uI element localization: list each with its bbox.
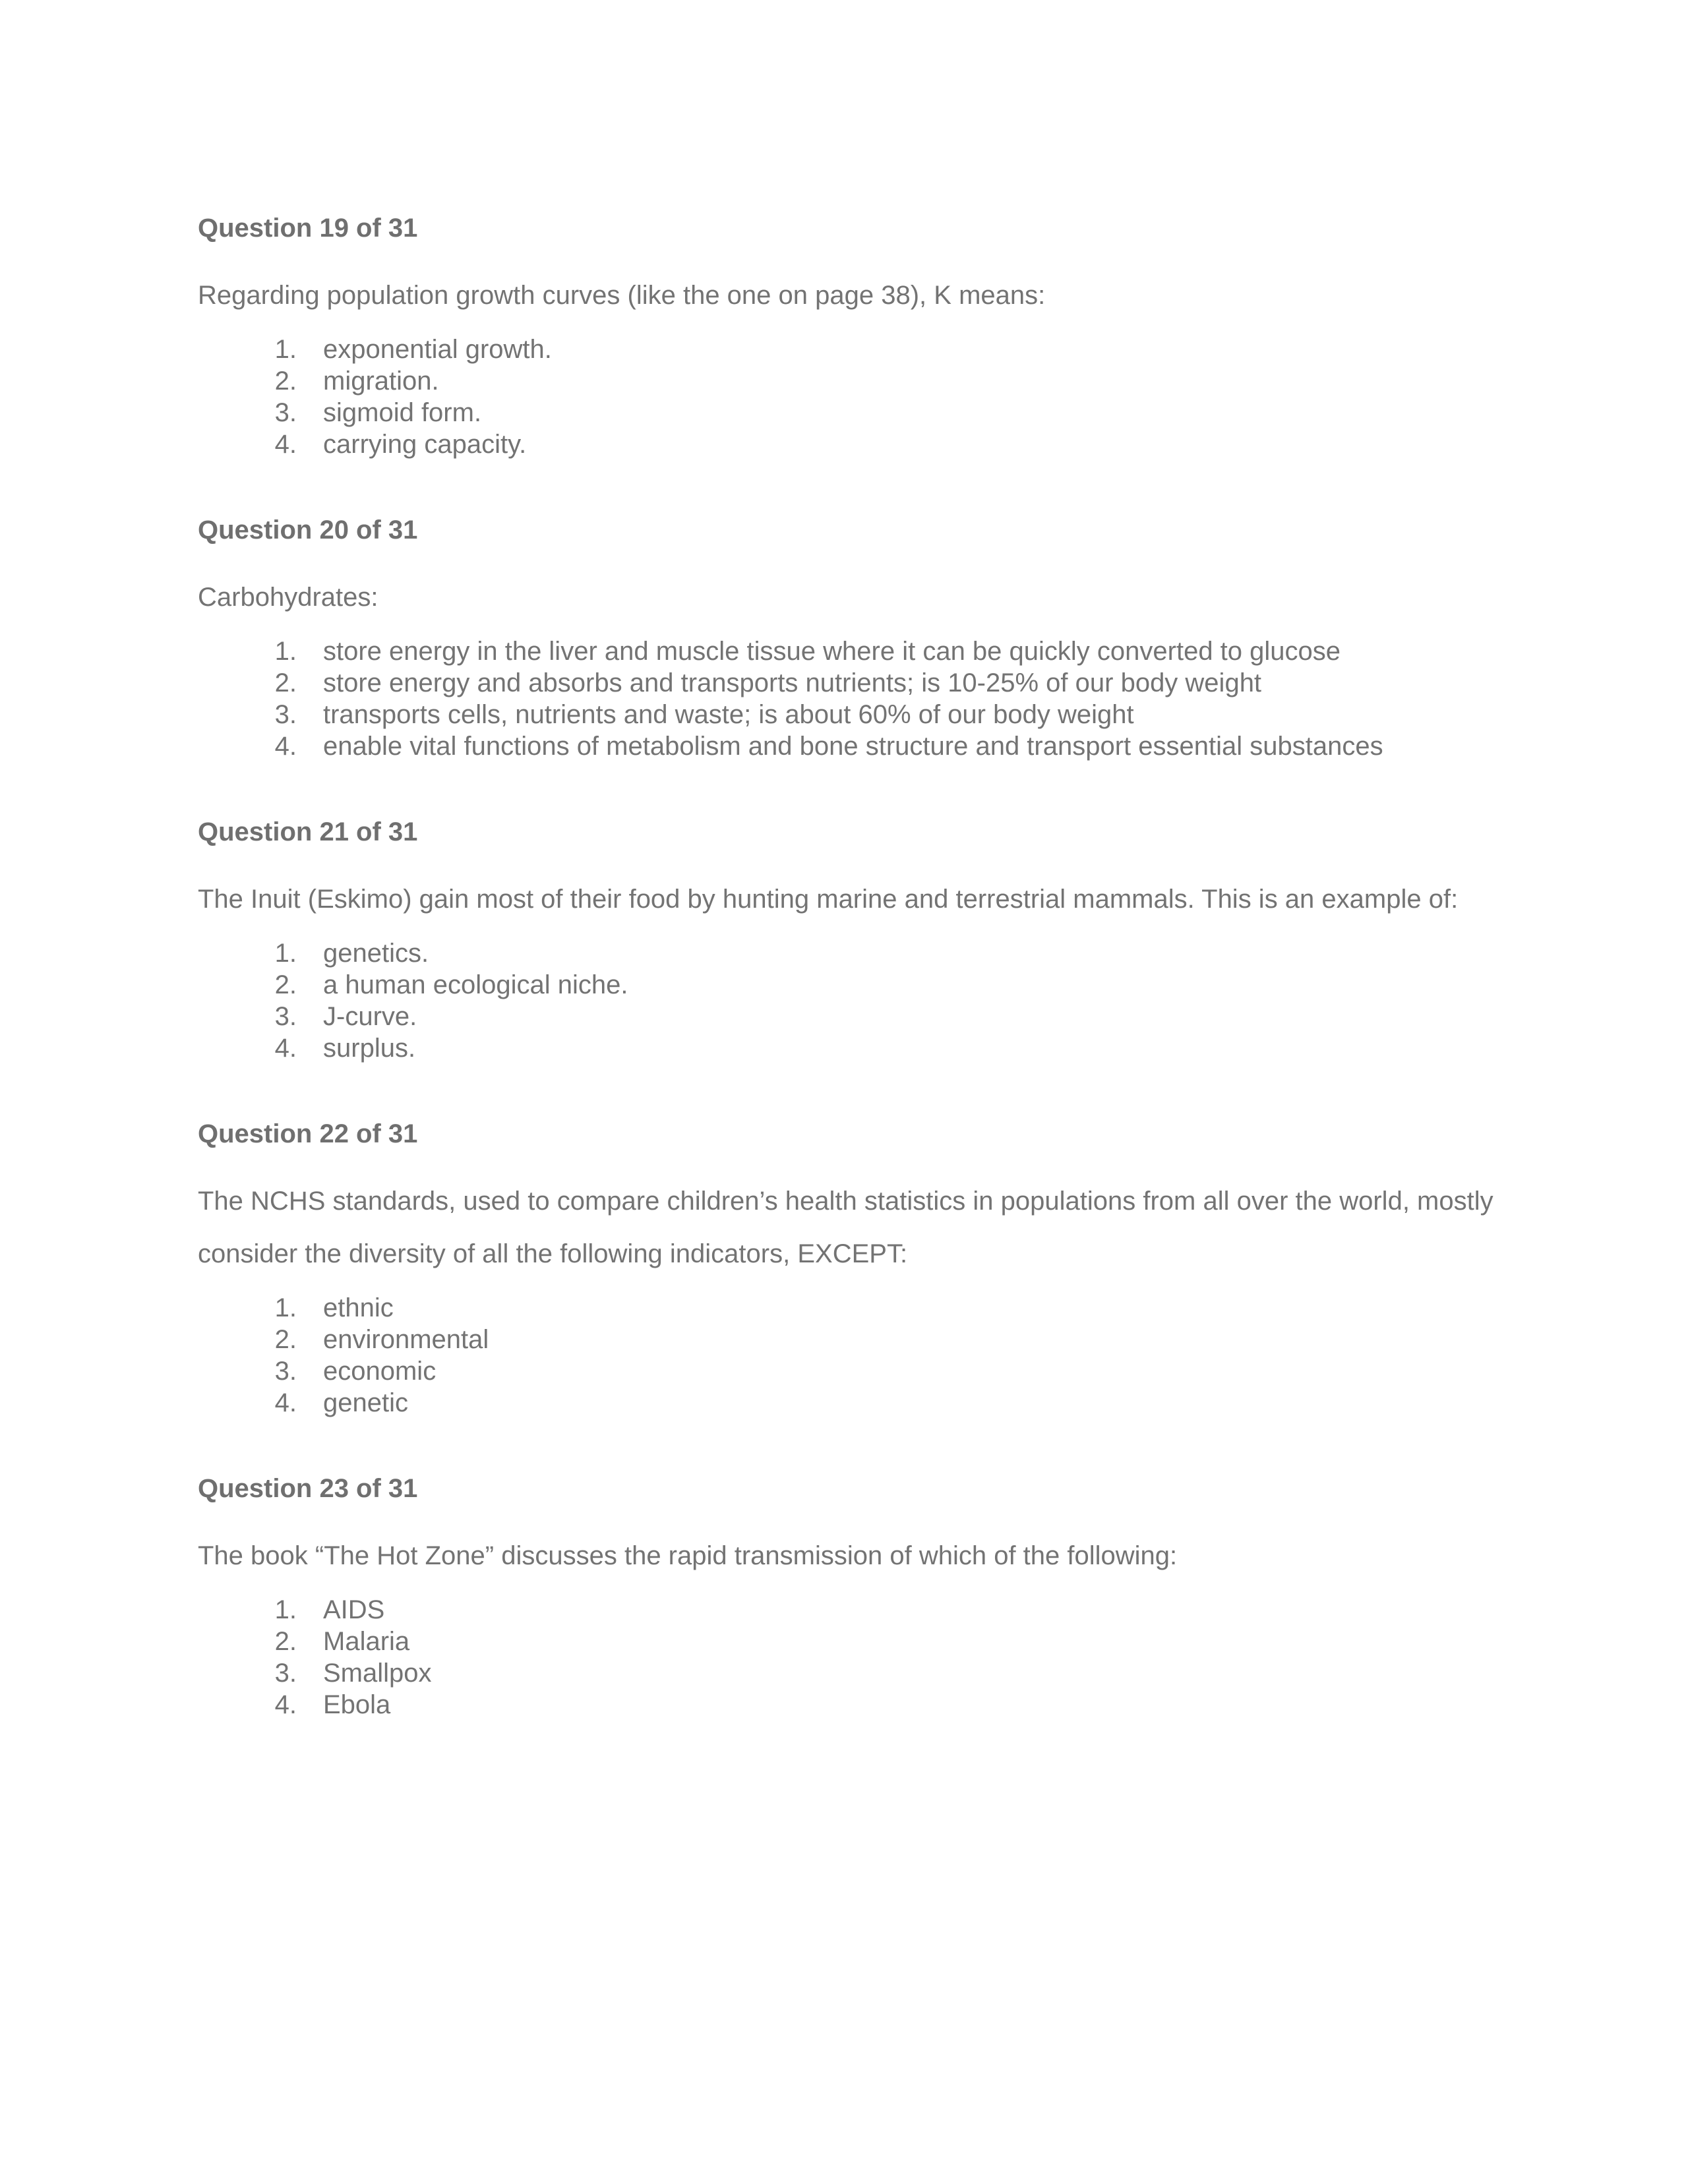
- answer-option: [198, 1626, 1517, 1657]
- answer-options: [198, 937, 1517, 1064]
- answer-option: [198, 969, 1517, 1001]
- option-text: economic: [323, 1357, 437, 1386]
- option-text: Smallpox: [323, 1659, 432, 1688]
- answer-option: [198, 635, 1517, 667]
- question-title: Question 19 of 31: [198, 214, 418, 243]
- answer-option: [198, 334, 1517, 365]
- answer-option: [198, 1657, 1517, 1689]
- answer-option: [198, 667, 1517, 699]
- option-text: carrying capacity.: [323, 430, 527, 459]
- question-19: [198, 212, 1517, 460]
- question-text: The NCHS standards, used to compare children’s health statistics in populations from all over the world, mostly consider the diversity of all the following indicators, EXCEPT:: [198, 1187, 1493, 1268]
- answer-option: [198, 730, 1517, 762]
- option-text: environmental: [323, 1325, 489, 1354]
- option-number: 2.: [274, 1627, 297, 1656]
- option-text: exponential growth.: [323, 335, 552, 364]
- option-text: sigmoid form.: [323, 398, 482, 427]
- answer-options: [198, 1292, 1517, 1419]
- answer-option: [198, 1324, 1517, 1355]
- answer-option: [198, 1594, 1517, 1626]
- option-text: transports cells, nutrients and waste; is about 60% of our body weight: [323, 700, 1134, 729]
- question-text: Carbohydrates:: [198, 583, 378, 612]
- option-number: 3.: [274, 398, 297, 427]
- option-number: 4.: [274, 1690, 297, 1719]
- answer-option: [198, 699, 1517, 730]
- option-text: surplus.: [323, 1034, 416, 1063]
- question-22: [198, 1118, 1517, 1419]
- option-text: a human ecological niche.: [323, 970, 628, 999]
- option-number: 2.: [274, 668, 297, 697]
- question-23: [198, 1473, 1517, 1721]
- answer-option: [198, 1355, 1517, 1387]
- option-number: 1.: [274, 637, 297, 666]
- question-title: Question 23 of 31: [198, 1474, 418, 1503]
- option-number: 4.: [274, 430, 297, 459]
- answer-option: [198, 1689, 1517, 1721]
- answer-option: [198, 937, 1517, 969]
- answer-option: [198, 1387, 1517, 1419]
- answer-option: [198, 1032, 1517, 1064]
- option-number: 2.: [274, 367, 297, 396]
- option-text: store energy in the liver and muscle tissue where it can be quickly converted to glucose: [323, 637, 1341, 666]
- option-number: 1.: [274, 1595, 297, 1624]
- option-number: 3.: [274, 1659, 297, 1688]
- question-text: The Inuit (Eskimo) gain most of their food by hunting marine and terrestrial mammals. This is an example of:: [198, 885, 1459, 914]
- option-number: 3.: [274, 700, 297, 729]
- question-title: Question 20 of 31: [198, 516, 418, 545]
- option-number: 4.: [274, 732, 297, 761]
- answer-options: [198, 334, 1517, 460]
- answer-options: [198, 1594, 1517, 1721]
- answer-option: [198, 365, 1517, 397]
- option-text: AIDS: [323, 1595, 385, 1624]
- option-number: 1.: [274, 335, 297, 364]
- question-title: Question 21 of 31: [198, 817, 418, 846]
- option-number: 1.: [274, 1293, 297, 1322]
- answer-option: [198, 1292, 1517, 1324]
- option-number: 3.: [274, 1002, 297, 1031]
- answer-options: [198, 635, 1517, 762]
- answer-option: [198, 1001, 1517, 1032]
- question-text: Regarding population growth curves (like the one on page 38), K means:: [198, 281, 1046, 310]
- answer-option: [198, 397, 1517, 428]
- option-text: ethnic: [323, 1293, 394, 1322]
- option-text: store energy and absorbs and transports nutrients; is 10-25% of our body weight: [323, 668, 1262, 697]
- question-21: [198, 816, 1517, 1064]
- option-text: genetic: [323, 1388, 408, 1417]
- option-text: J-curve.: [323, 1002, 417, 1031]
- question-20: [198, 514, 1517, 762]
- option-number: 1.: [274, 939, 297, 968]
- option-text: genetics.: [323, 939, 429, 968]
- option-text: Ebola: [323, 1690, 391, 1719]
- option-number: 4.: [274, 1388, 297, 1417]
- option-text: migration.: [323, 367, 439, 396]
- option-number: 2.: [274, 970, 297, 999]
- option-text: enable vital functions of metabolism and bone structure and transport essential substances: [323, 732, 1383, 761]
- option-number: 4.: [274, 1034, 297, 1063]
- option-text: Malaria: [323, 1627, 410, 1656]
- document-page: [198, 212, 1517, 1775]
- question-text: The book “The Hot Zone” discusses the rapid transmission of which of the following:: [198, 1541, 1178, 1570]
- question-title: Question 22 of 31: [198, 1119, 418, 1148]
- option-number: 3.: [274, 1357, 297, 1386]
- option-number: 2.: [274, 1325, 297, 1354]
- answer-option: [198, 428, 1517, 460]
